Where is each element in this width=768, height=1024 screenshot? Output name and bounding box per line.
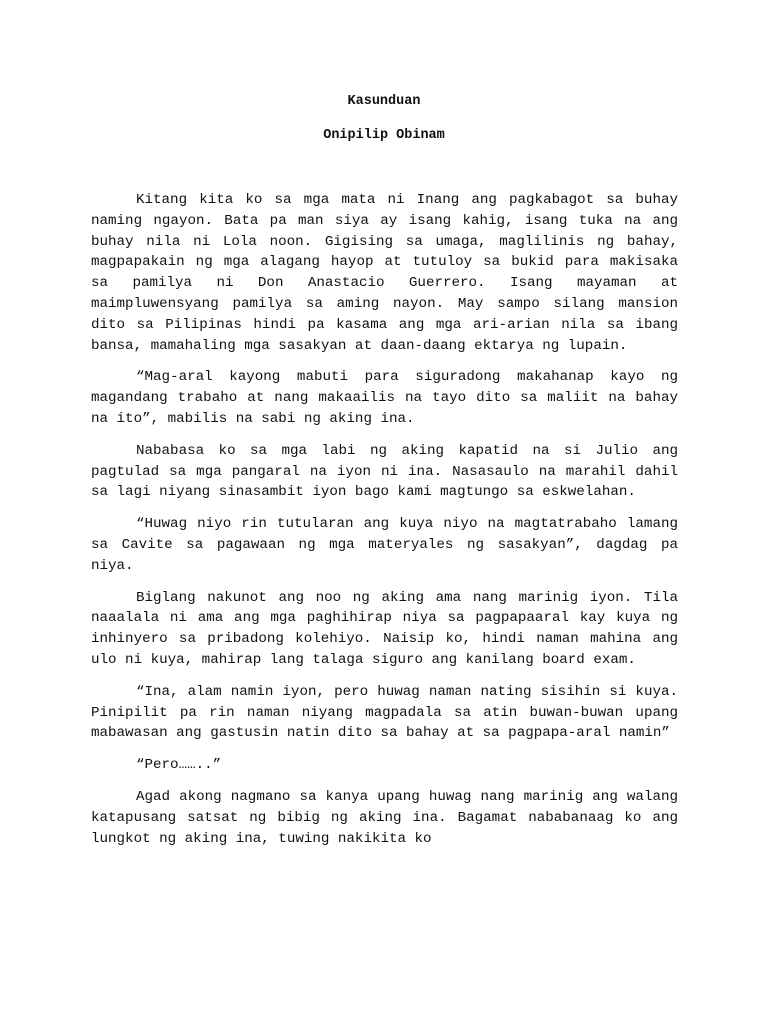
paragraph: “Pero……..”	[136, 757, 222, 774]
paragraph: Kitang kita ko sa mga mata ni Inang ang pagkabagot sa buhay naming ngayon. Bata pa man siya ay isang kahig, isang tuka na ang buhay nila ni Lola noon. Gigising sa umaga, maglilinis ng bahay, magpapakain ng mga alagang hayop at tutuloy sa bukid para makisaka sa pamilya ni Don Anastacio Guerrero. Isang mayaman at maimpluwensyang pamilya sa aming nayon. May sampo silang mansion dito sa Pilipinas hindi pa kasama ang mga ari-arian nila sa ibang bansa, mamahaling mga sasakyan at daan-daang ektarya ng lupain.	[91, 192, 678, 354]
paragraph: “Mag-aral kayong mabuti para siguradong makahanap kayo ng magandang trabaho at nang makaailis na tayo dito sa maliit na bahay na ito”, mabilis na sabi ng aking ina.	[91, 369, 678, 427]
paragraph: Nababasa ko sa mga labi ng aking kapatid na si Julio ang pagtulad sa mga pangaral na iyon ni ina. Nasasaulo na marahil dahil sa lagi niyang sinasambit iyon bago kami magtungo sa eskwelahan.	[91, 442, 678, 501]
paragraph: Agad akong nagmano sa kanya upang huwag nang marinig ang walang katapusang satsat ng bibig ng aking ina. Bagamat nababanaag ko ang lungkot ng aking ina, tuwing nakikita ko	[91, 788, 678, 847]
document-body	[91, 190, 678, 860]
document-author: Onipilip Obinam	[323, 128, 445, 143]
paragraph: “Ina, alam namin iyon, pero huwag naman nating sisihin si kuya. Pinipilit pa rin naman niyang magpadala sa atin buwan-buwan upang mabawasan ang gastusin natin dito sa bahay at sa pagpapa-aral namin”	[91, 683, 678, 742]
paragraph: “Huwag niyo rin tutularan ang kuya niyo na magtatrabaho lamang sa Cavite sa pagawaan ng mga materyales ng sasakyan”, dagdag pa niya.	[91, 516, 678, 574]
document-title: Kasunduan	[347, 94, 421, 109]
paragraph: Biglang nakunot ang noo ng aking ama nang marinig iyon. Tila naaalala ni ama ang mga paghihirap niya sa pagpapaaral kay kuya ng inhinyero sa pribadong kolehiyo. Naisip ko, hindi naman mahina ang ulo ni kuya, mahirap lang talaga siguro ang kanilang board exam.	[91, 589, 678, 668]
